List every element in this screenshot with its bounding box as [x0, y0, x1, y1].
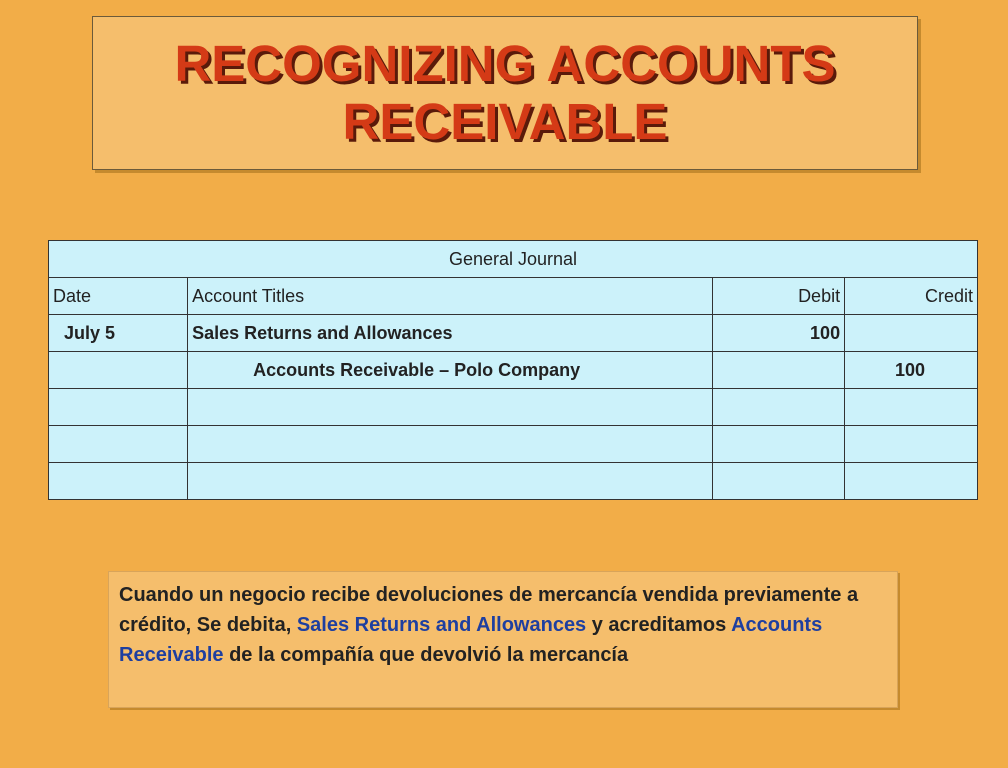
column-header-date: Date [49, 278, 188, 315]
entry-date: July 5 [49, 315, 188, 352]
journal-empty-row [49, 389, 978, 426]
slide-title-line-2: RECEIVABLE [342, 93, 668, 150]
empty-cell [49, 463, 188, 500]
slide-title [174, 35, 835, 151]
title-box [92, 16, 918, 170]
journal-column-header-row [49, 278, 978, 315]
empty-cell [845, 463, 978, 500]
empty-cell [49, 389, 188, 426]
note-highlight-accounts-receivable: Accounts Receivable [119, 614, 823, 666]
empty-cell [713, 389, 845, 426]
explanation-note [108, 571, 898, 708]
note-text-part-2: y acreditamos [586, 614, 732, 636]
entry-account: Sales Returns and Allowances [188, 315, 713, 352]
journal-heading: General Journal [49, 241, 978, 278]
journal-row [49, 315, 978, 352]
general-journal-table [48, 240, 978, 500]
empty-cell [713, 463, 845, 500]
column-header-account: Account Titles [188, 278, 713, 315]
empty-cell [49, 426, 188, 463]
empty-cell [845, 426, 978, 463]
note-text-part-3: de la compañía que devolvió la mercancía [223, 644, 629, 666]
journal-empty-row [49, 463, 978, 500]
column-header-debit: Debit [713, 278, 845, 315]
slide-title-line-1: RECOGNIZING ACCOUNTS [174, 35, 836, 92]
journal-empty-row [49, 426, 978, 463]
column-header-credit: Credit [845, 278, 978, 315]
entry-account: Accounts Receivable – Polo Company [188, 352, 713, 389]
empty-cell [188, 389, 713, 426]
entry-debit [713, 352, 845, 389]
note-text-part-1: Cuando un negocio recibe devoluciones de mercancía vendida previamente a crédito, Se debita, [119, 584, 859, 636]
entry-credit: 100 [845, 352, 978, 389]
empty-cell [188, 463, 713, 500]
entry-date [49, 352, 188, 389]
entry-debit: 100 [713, 315, 845, 352]
note-highlight-sales-returns: Sales Returns and Allowances [296, 614, 587, 636]
journal-row [49, 352, 978, 389]
entry-credit [845, 315, 978, 352]
empty-cell [845, 389, 978, 426]
journal-heading-row [49, 241, 978, 278]
empty-cell [713, 426, 845, 463]
empty-cell [188, 426, 713, 463]
